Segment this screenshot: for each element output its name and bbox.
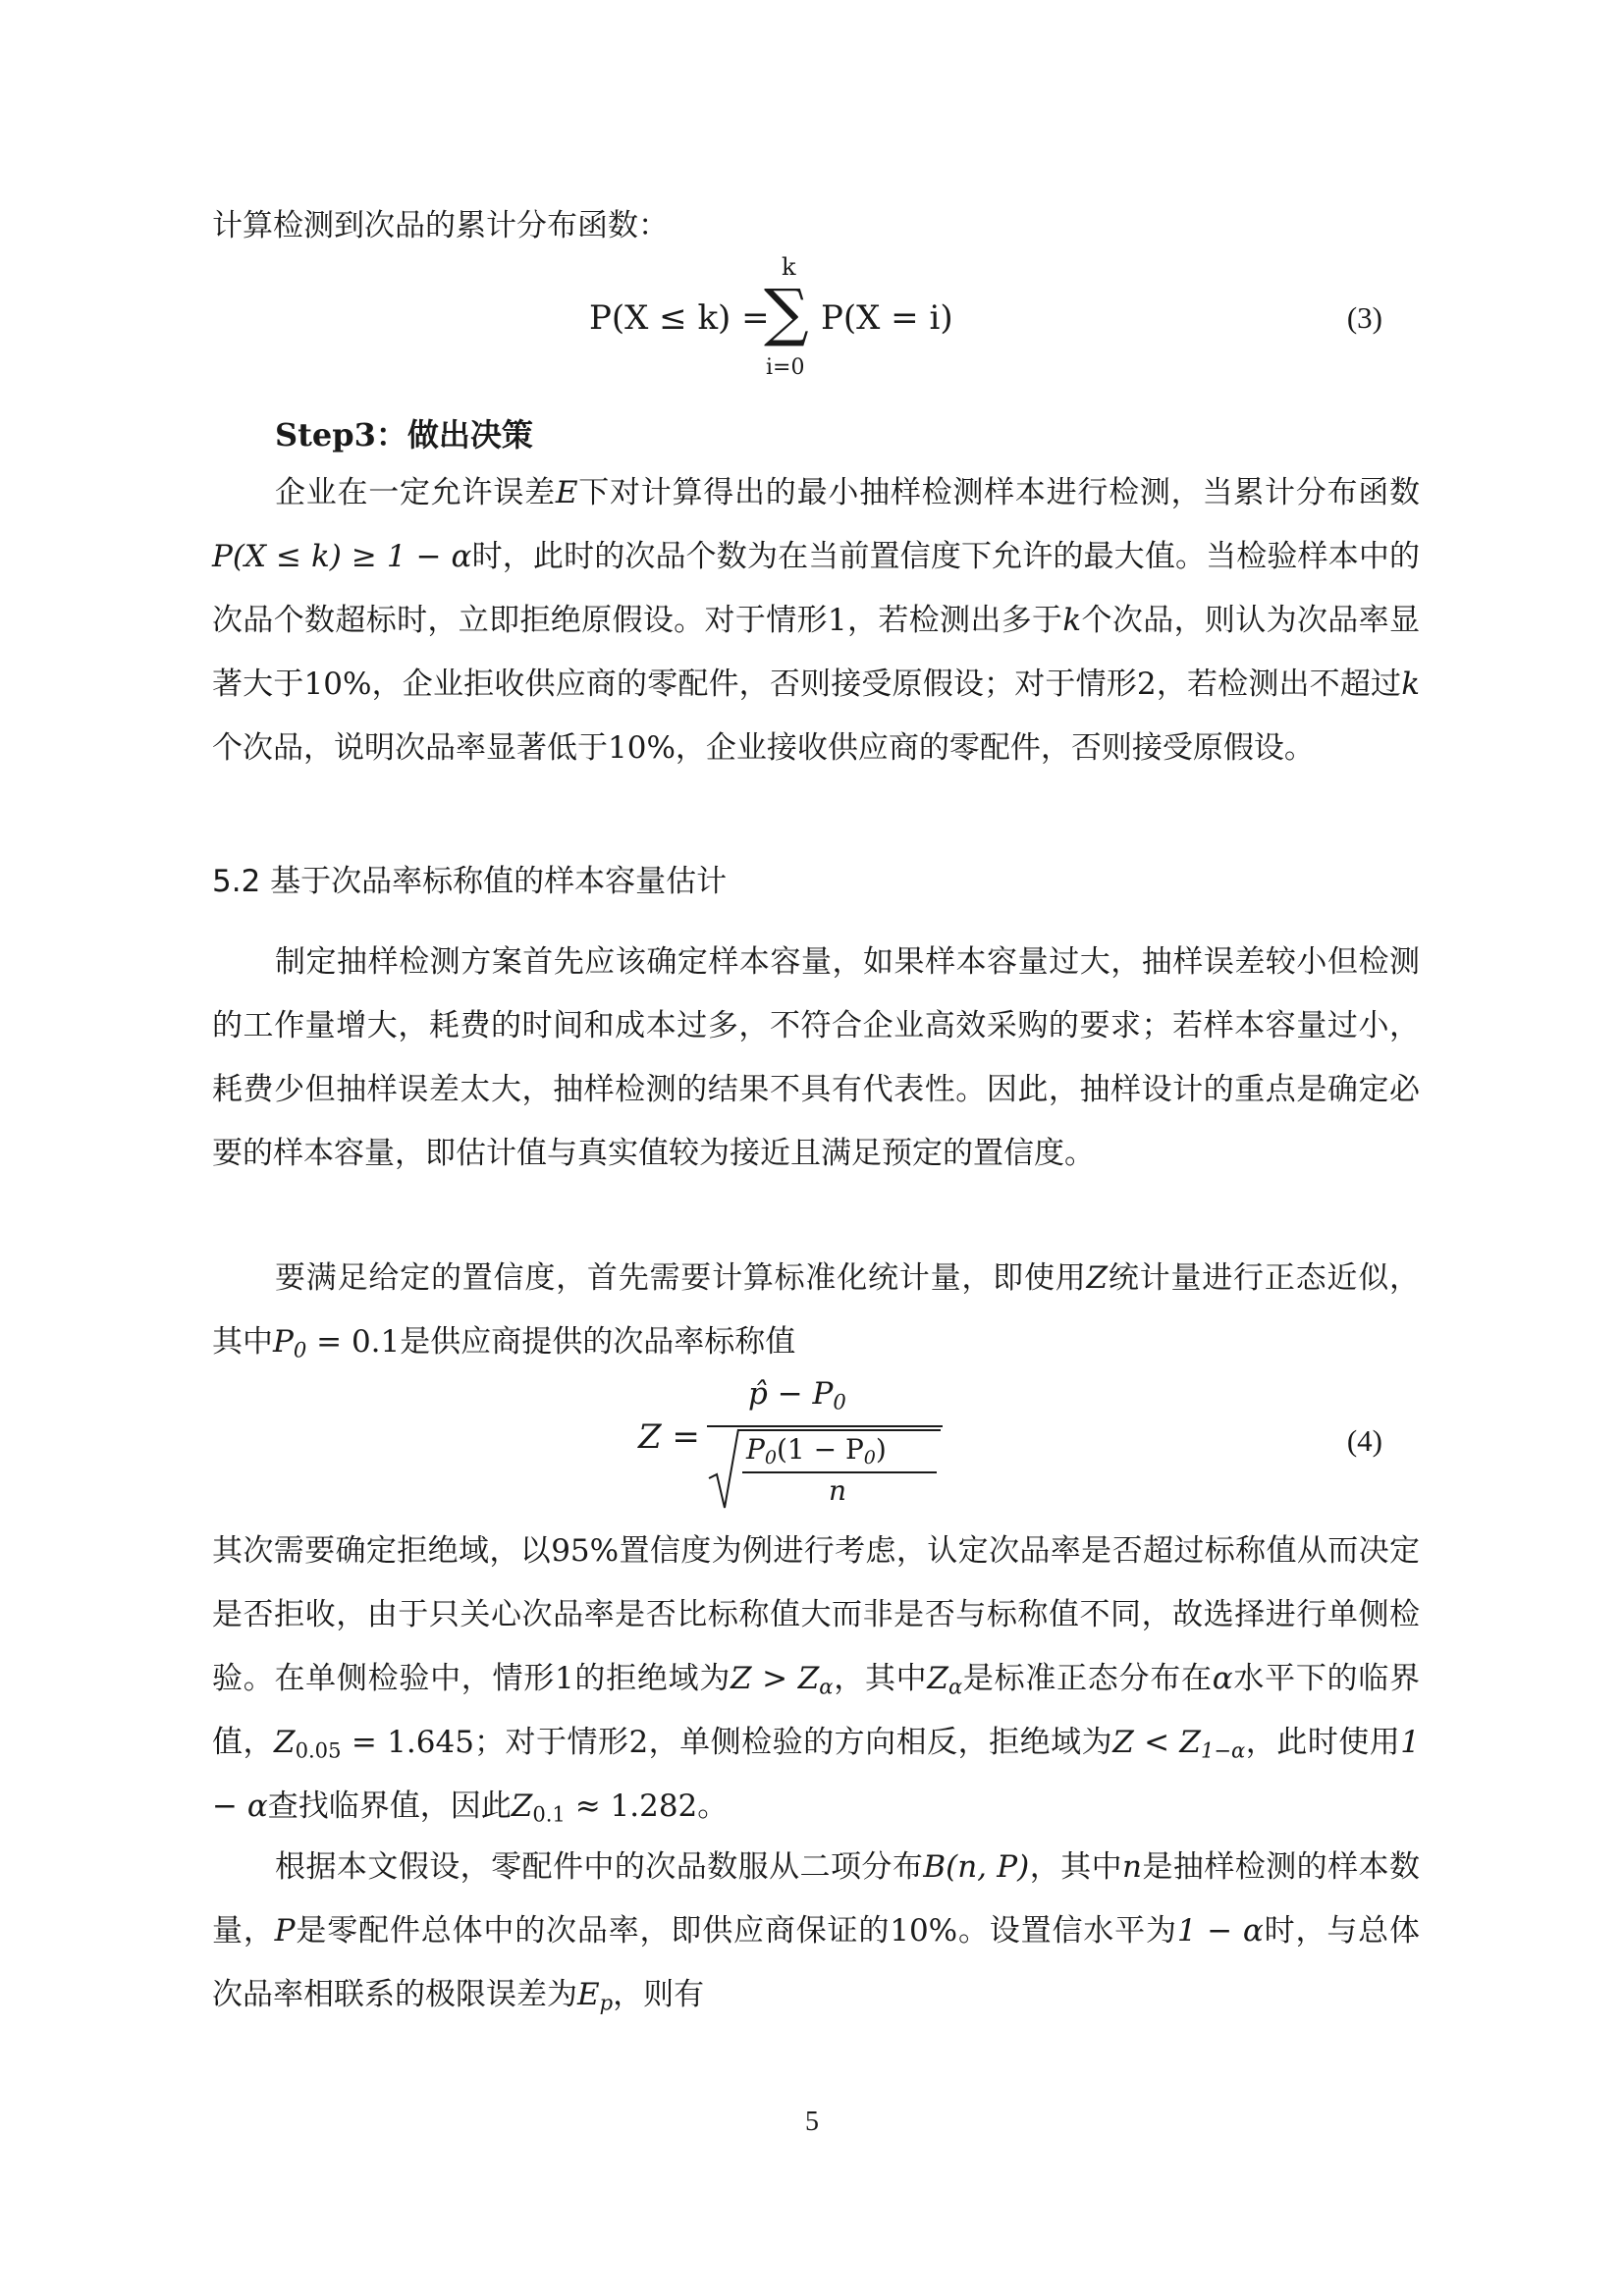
equation-3-number: (3) [1346, 300, 1382, 335]
eq3-summation-symbol: ∑ [764, 277, 809, 349]
reject-region-2: $Z < Z_{1-\alpha}$ [1112, 1725, 1246, 1763]
intro-paragraph [212, 194, 1420, 258]
eq3-lhs: P(X ≤ k) = [589, 298, 770, 338]
section-5-2-heading: 5.2 基于次品率标称值的样本容量估计 [212, 864, 728, 899]
equation-3 [589, 253, 1001, 391]
confidence-level: 1 − α [1176, 1913, 1264, 1949]
reject-text-8: 。 [697, 1789, 729, 1824]
decision-text-2: 下对计算得出的最小抽样检测样本进行检测，当累计分布函数 [577, 475, 1421, 510]
var-k-1: k [1062, 603, 1082, 638]
one-minus-alpha: 1 − α [212, 1725, 1421, 1824]
eq4-inner-denominator: n [829, 1474, 847, 1507]
page-number: 5 [805, 2107, 819, 2137]
critical-value-005: $Z_{0.05} = 1.645$ [274, 1725, 474, 1763]
reject-region-1: $Z > Z_\alpha$ [731, 1661, 834, 1699]
var-Ep: $E_p$ [577, 1977, 614, 2015]
binomial-text-5: 时，与总体次品率相联系的极限误差为 [212, 1913, 1421, 2012]
z-text-3: 是供应商提供的次品率标称值 [400, 1324, 796, 1360]
cdf-condition: P(X ≤ k) ≥ 1 − α [212, 539, 472, 574]
eq4-lhs: Z = [638, 1417, 700, 1457]
var-P: P [274, 1913, 296, 1949]
binomial-text-2: ，其中 [1029, 1849, 1123, 1885]
equation-4 [638, 1376, 962, 1514]
var-E: E [555, 475, 578, 510]
var-k-2: k [1401, 667, 1420, 702]
var-Z-alpha: $Z_\alpha$ [927, 1661, 963, 1699]
decision-paragraph [212, 461, 1420, 780]
binomial-text-4: 是零配件总体中的次品率，即供应商保证的10%。设置信水平为 [295, 1913, 1177, 1949]
z-text-2: 统计量进行正态近似，其中 [212, 1260, 1420, 1360]
reject-text-1: 其次需要确定拒绝域，以95%置信度为例进行考虑，认定次品率是否超过标称值从而决定是否拒收，由于只关心次品率是否比标称值大而非是否与标称值不同，故选择进行单侧检验。在单侧检验中，情形1的拒绝域为 [212, 1533, 1420, 1696]
reject-text-2: ，其中 [833, 1661, 928, 1696]
critical-value-01: $Z_{0.1} \approx 1.282$ [511, 1789, 698, 1827]
intro-text: 计算检测到次品的累计分布函数： [212, 208, 669, 243]
eq4-fraction-bar [707, 1425, 943, 1427]
decision-text-4: 个次品，则认为次品率显著大于10%，企业拒收供应商的零配件，否则接受原假设；对于情形2，若检测出不超过 [212, 603, 1420, 702]
decision-text-1: 企业在一定允许误差 [275, 475, 556, 510]
z-statistic-paragraph [212, 1247, 1420, 1374]
binomial-text-3: 是抽样检测的样本数量， [212, 1849, 1421, 1949]
sample-size-paragraph: 制定抽样检测方案首先应该确定样本容量，如果样本容量过大，抽样误差较小但检测的工作量增大，耗费的时间和成本过多，不符合企业高效采购的要求；若样本容量过小，耗费少但抽样误差太大，抽样检测的结果不具有代表性。因此，抽样设计的重点是确定必要的样本容量，即估计值与真实值较为接近且满足预定的置信度。 [212, 944, 1420, 1171]
eq4-inner-numerator: $P_0(1 - P_0)$ [746, 1433, 887, 1468]
step3-heading: Step3：做出决策 [275, 416, 533, 454]
binomial-paragraph [212, 1836, 1420, 2027]
eq3-rhs: P(X = i) [821, 298, 953, 338]
reject-text-6: ，此时使用 [1245, 1725, 1401, 1760]
eq3-lower-limit: i=0 [766, 355, 805, 380]
var-n: n [1122, 1849, 1143, 1885]
decision-text-5: 个次品，说明次品率显著低于10%，企业接收供应商的零配件，否则接受原假设。 [212, 730, 1315, 766]
var-alpha: α [1212, 1661, 1233, 1696]
eq4-inner-fraction-bar [742, 1471, 937, 1473]
reject-text-5: ；对于情形2，单侧检验的方向相反，拒绝域为 [473, 1725, 1113, 1760]
binomial-dist: B(n, P) [923, 1849, 1030, 1885]
reject-text-3: 是标准正态分布在 [962, 1661, 1213, 1696]
reject-text-7: 查找临界值，因此 [267, 1789, 512, 1824]
eq4-numerator: p̂ − $P_0$ [748, 1376, 846, 1415]
rejection-region-paragraph [212, 1520, 1420, 1839]
binomial-text-6: ，则有 [613, 1977, 705, 2012]
binomial-text-1: 根据本文假设，零配件中的次品数服从二项分布 [275, 1849, 924, 1885]
eq3-upper-limit: k [782, 253, 796, 281]
z-text-1: 要满足给定的置信度，首先需要计算标准化统计量，即使用 [275, 1260, 1087, 1296]
sqrt-icon [707, 1427, 740, 1512]
equation-4-number: (4) [1346, 1423, 1382, 1458]
reject-text-4: 水平下的临界值， [212, 1661, 1421, 1760]
decision-text-3: 时，此时的次品个数为在当前置信度下允许的最大值。当检验样本中的次品个数超标时，立即拒绝原假设。对于情形1，若检测出多于 [212, 539, 1420, 638]
var-P0: $P_0 = 0.1$ [273, 1324, 401, 1362]
sqrt-overline [738, 1429, 941, 1431]
var-Z: Z [1086, 1260, 1109, 1296]
